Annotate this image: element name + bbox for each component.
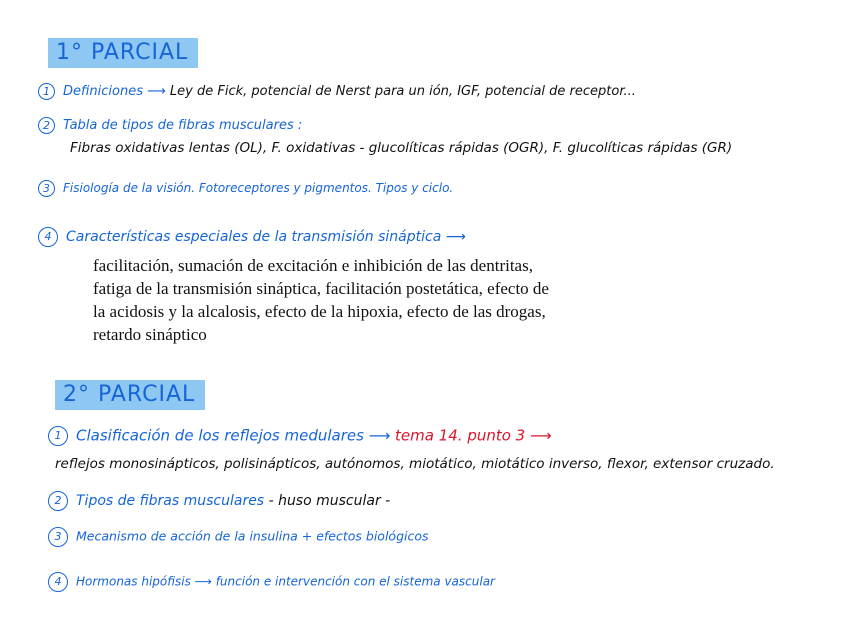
- p1-item3-number: 3: [38, 180, 55, 197]
- p1-item2-number: 2: [38, 117, 55, 134]
- p2-item3-number: 3: [48, 527, 68, 547]
- p2-item1-number: 1: [48, 426, 68, 446]
- p1-item1-tail: Ley de Fick, potencial de Nerst para un ión, IGF, potencial de receptor...: [169, 84, 636, 99]
- p2-item3-text: Mecanismo de acción de la insulina + efectos biológicos: [76, 528, 429, 544]
- arrow-icon: ⟶: [445, 229, 466, 245]
- arrow-icon: ⟶: [147, 84, 166, 99]
- p1-item2-text: Tabla de tipos de fibras musculares :: [63, 118, 303, 133]
- p2-item2-tail: - huso muscular -: [268, 493, 391, 509]
- arrow-icon: ⟶: [194, 574, 212, 589]
- p2-item1-ref: tema 14. punto 3 ⟶: [395, 426, 552, 445]
- p2-item1-text: Clasificación de los reflejos medulares: [76, 426, 364, 445]
- p1-item1: [38, 83, 636, 100]
- p2-item2-text: Tipos de fibras musculares: [76, 493, 265, 509]
- p1-item4-line2: fatiga de la transmisión sináptica, facilitación postetática, efecto de: [93, 279, 549, 298]
- p1-item4-line4: retardo sináptico: [93, 325, 207, 344]
- p1-item3-text: Fisiología de la visión. Fotoreceptores y pigmentos. Tipos y ciclo.: [63, 181, 454, 195]
- p2-item4-text: Hormonas hipófisis: [76, 574, 191, 589]
- p2-item1-sub: reflejos monosinápticos, polisinápticos, autónomos, miotático, miotático inverso, flexor, extensor cruzado.: [55, 456, 775, 472]
- parcial2-heading: 2° PARCIAL: [55, 380, 205, 410]
- p2-item4-number: 4: [48, 572, 68, 592]
- p1-item1-text: Definiciones: [63, 84, 143, 99]
- p1-item2: [38, 117, 302, 134]
- p1-item3: [38, 180, 453, 197]
- p1-item4-line3: la acidosis y la alcalosis, efecto de la hipoxia, efecto de las drogas,: [93, 302, 546, 321]
- p1-item4-number: 4: [38, 227, 58, 247]
- p1-item4-line1: facilitación, sumación de excitación e inhibición de las dentritas,: [93, 256, 533, 275]
- p1-item2-sub: Fibras oxidativas lentas (OL), F. oxidativas - glucolíticas rápidas (OGR), F. glucolíticas rápidas (GR): [70, 140, 733, 156]
- p2-item4: [48, 572, 495, 592]
- parcial1-heading: 1° PARCIAL: [48, 38, 198, 68]
- p1-item4-text: Características especiales de la transmisión sináptica: [66, 229, 442, 245]
- arrow-icon: ⟶: [368, 426, 391, 445]
- p2-item2: [48, 491, 390, 511]
- p2-item3: [48, 527, 429, 547]
- p2-item1: [48, 426, 552, 446]
- p2-item2-number: 2: [48, 491, 68, 511]
- p1-item1-number: 1: [38, 83, 55, 100]
- p1-item4: [38, 227, 466, 247]
- p2-item4-tail: función e intervención con el sistema vascular: [215, 574, 495, 589]
